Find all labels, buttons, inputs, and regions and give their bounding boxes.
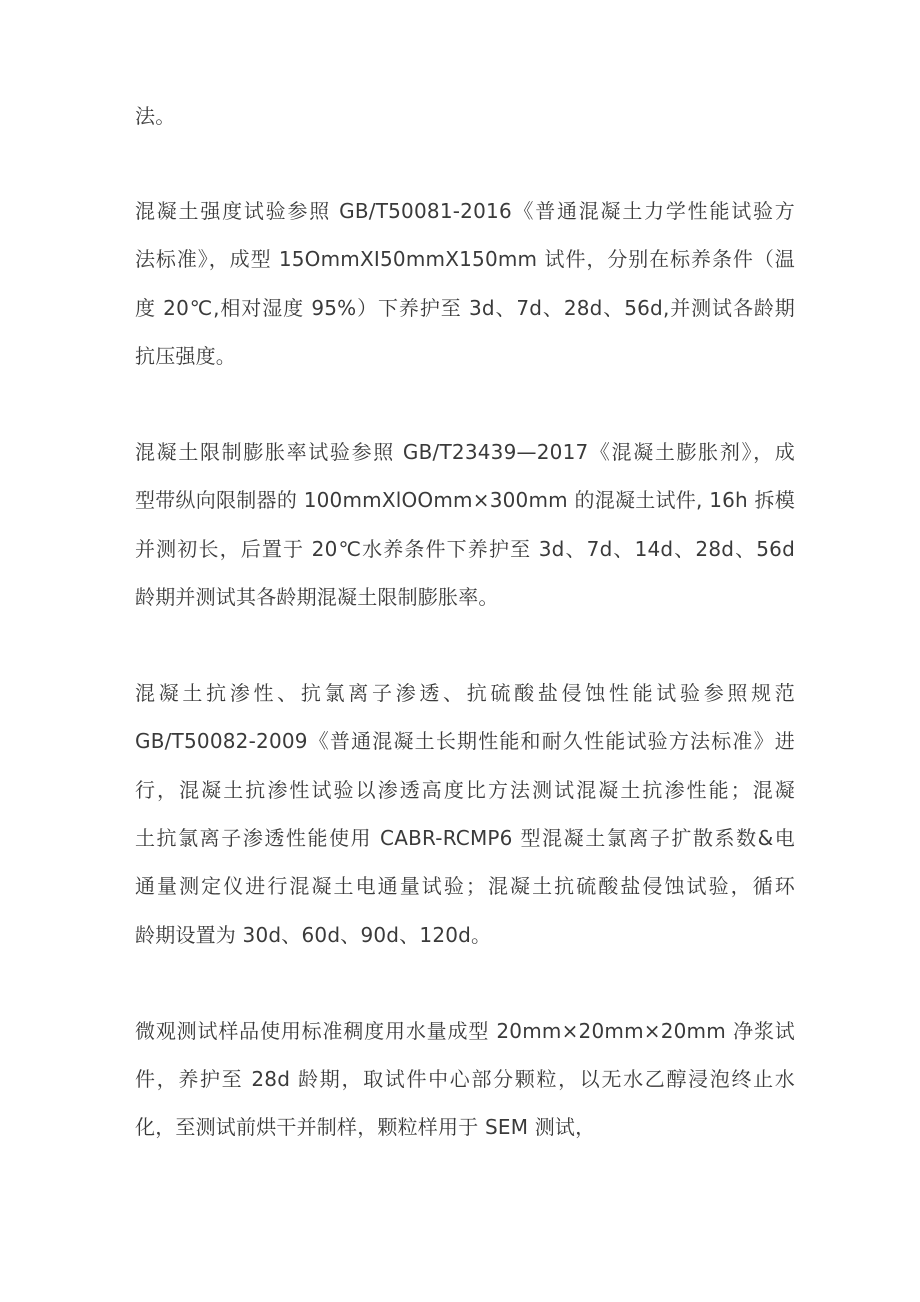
paragraph-3-line-1: GB/T50082-2009《普通混凝土长期性能和耐久性能试验方法标准》进 bbox=[135, 729, 795, 753]
paragraph-1-line-2: 度 20℃,相对湿度 95%）下养护至 3d、7d、28d、56d,并测试各龄期 bbox=[135, 296, 795, 320]
paragraph-4-line-1: 件，养护至 28d 龄期，取试件中心部分颗粒，以无水乙醇浸泡终止水 bbox=[135, 1067, 795, 1091]
paragraph-1-line-3: 抗压强度。 bbox=[135, 344, 236, 368]
paragraph-4-line-2: 化，至测试前烘干并制样，颗粒样用于 SEM 测试， bbox=[135, 1115, 596, 1139]
paragraph-3-line-5: 龄期设置为 30d、60d、90d、120d。 bbox=[135, 923, 492, 947]
paragraph-3-line-3: 土抗氯离子渗透性能使用 CABR-RCMP6 型混凝土氯离子扩散系数&电 bbox=[135, 826, 795, 850]
paragraph-3-line-2: 行，混凝土抗渗性试验以渗透高度比方法测试混凝土抗渗性能；混凝 bbox=[135, 778, 795, 802]
paragraph-2-line-1: 型带纵向限制器的 100mmXlOOmm×300mm 的混凝土试件, 16h 拆模 bbox=[135, 488, 795, 512]
paragraph-2-line-0: 混凝土限制膨胀率试验参照 GB/T23439—2017《混凝土膨胀剂》，成 bbox=[135, 440, 795, 464]
paragraph-0-line-0: 法。 bbox=[135, 104, 176, 128]
paragraph-2-line-2: 并测初长，后置于 20℃水养条件下养护至 3d、7d、14d、28d、56d bbox=[135, 537, 795, 561]
paragraph-1-line-1: 法标准》，成型 15OmmXI50mmX150mm 试件，分别在标养条件（温 bbox=[135, 247, 795, 271]
paragraph-2-line-3: 龄期并测试其各龄期混凝土限制膨胀率。 bbox=[135, 585, 499, 609]
paragraph-4-line-0: 微观测试样品使用标准稠度用水量成型 20mm×20mm×20mm 净浆试 bbox=[135, 1019, 795, 1043]
paragraph-3-line-4: 通量测定仪进行混凝土电通量试验；混凝土抗硫酸盐侵蚀试验，循环 bbox=[135, 874, 795, 898]
paragraph-3-line-0: 混凝土抗渗性、抗氯离子渗透、抗硫酸盐侵蚀性能试验参照规范 bbox=[135, 681, 795, 705]
paragraph-1-line-0: 混凝土强度试验参照 GB/T50081-2016《普通混凝土力学性能试验方 bbox=[135, 199, 795, 223]
